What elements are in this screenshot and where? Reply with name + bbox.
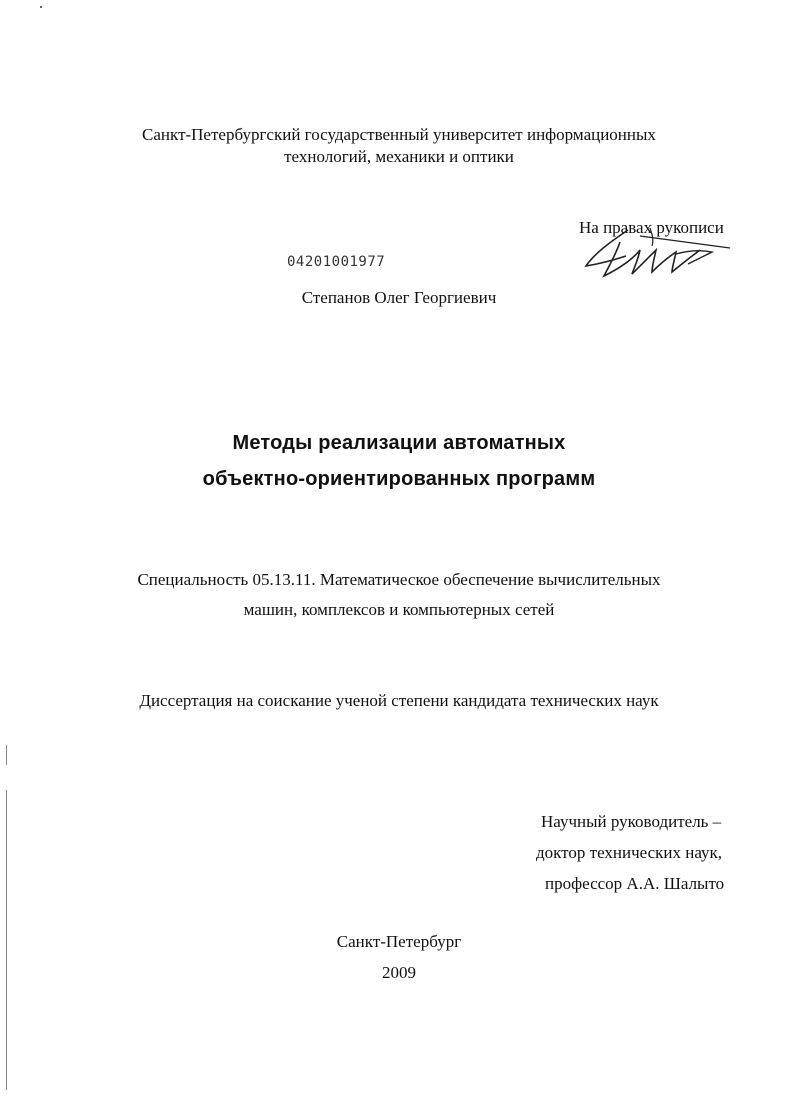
signature-image bbox=[580, 220, 740, 290]
scan-edge-mark bbox=[6, 745, 7, 765]
city: Санкт-Петербург bbox=[336, 932, 462, 951]
supervisor-line-1: Научный руководитель – bbox=[541, 812, 722, 831]
specialty-line-2: машин, комплексов и компьютерных сетей bbox=[243, 600, 555, 619]
institution-line-2: технологий, механики и оптики bbox=[284, 147, 514, 166]
supervisor-line-2: доктор технических наук, bbox=[536, 843, 723, 862]
scan-speck bbox=[40, 6, 42, 8]
registration-number: 04201001977 bbox=[287, 254, 386, 270]
manuscript-note: На правах рукописи bbox=[579, 218, 724, 237]
dissertation-type: Диссертация на соискание ученой степени кандидата технических наук bbox=[139, 691, 659, 710]
specialty-line-1: Специальность 05.13.11. Математическое обеспечение вычислительных bbox=[137, 570, 661, 589]
year: 2009 bbox=[382, 963, 416, 982]
title-line-1: Методы реализации автоматных bbox=[232, 432, 566, 454]
supervisor-line-3: профессор А.А. Шалыто bbox=[545, 874, 725, 893]
title-line-2: объектно-ориентированных программ bbox=[202, 468, 596, 490]
institution-line-1: Санкт-Петербургский государственный университет информационных bbox=[142, 125, 656, 144]
author-name: Степанов Олег Георгиевич bbox=[301, 288, 497, 307]
